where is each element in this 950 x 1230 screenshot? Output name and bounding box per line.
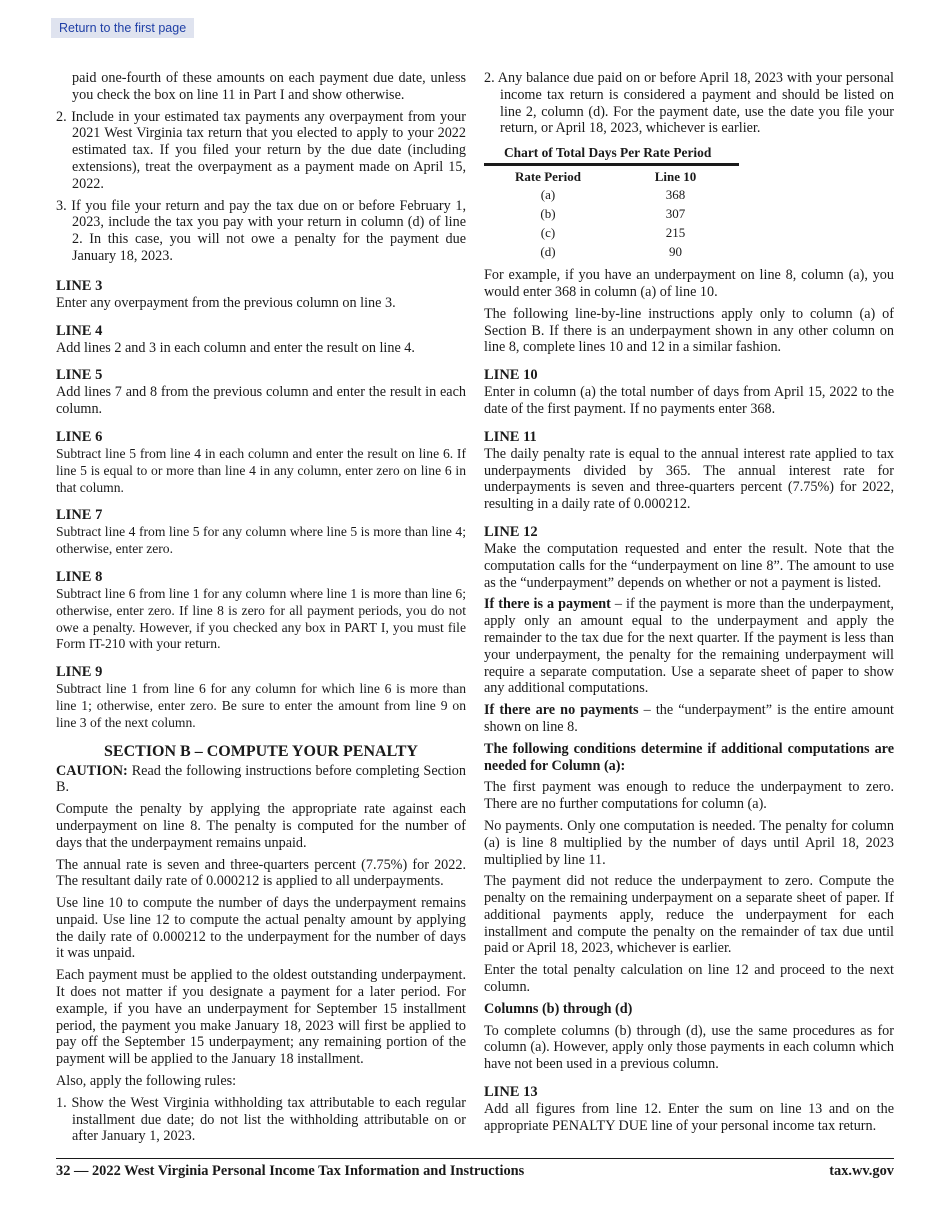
- table-row: [484, 204, 739, 223]
- return-to-first-page-button[interactable]: Return to the first page: [51, 18, 194, 38]
- days-cell: 368: [665, 187, 686, 203]
- days-cell: 215: [665, 225, 686, 241]
- days-cell: 307: [665, 206, 686, 222]
- intro-continuation: paid one-fourth of these amounts on each payment due date, unless you check the box on line 11 in Part I and show otherwise.: [72, 70, 466, 103]
- caution-label: CAUTION:: [56, 762, 128, 779]
- payment-paragraph: [484, 596, 894, 697]
- table-row: [484, 185, 739, 204]
- line6-heading: LINE 6: [56, 428, 103, 445]
- line8-text: Subtract line 6 from line 1 for any column where line 1 is more than line 6; otherwise, enter zero. If line 8 is zero for all payment periods, you do not owe a penalty. However, if you checked any box in PART I, you must file Form IT-210 with your return.: [56, 585, 466, 652]
- rate-period-table: [484, 166, 739, 261]
- rule-1: 1. Show the West Virginia withholding tax attributable to each regular installment due date; do not list the withholding attributable on or after January 1, 2023.: [56, 1094, 466, 1145]
- line12-text: Make the computation requested and enter the result. Note that the computation calls for the “underpayment on line 8”. The amount to use as the “underpayment” depends on whether or not a payment is listed.: [484, 540, 894, 591]
- payment-label: If there is a payment: [484, 596, 611, 613]
- line8-heading: LINE 8: [56, 568, 103, 585]
- line9-text: Subtract line 1 from line 6 for any column for which line 6 is more than line 1; otherwise, enter zero. Be sure to enter the amount from line 9 on line 3 of the next column.: [56, 681, 466, 730]
- following-paragraph: The following line-by-line instructions apply only to column (a) of Section B. If there is an underpayment shown in any other column on line 8, complete lines 10 and 12 in a similar fashion.: [484, 305, 894, 356]
- line7-text: Subtract line 4 from line 5 for any column where line 5 is more than line 4; otherwise, enter zero.: [56, 524, 466, 557]
- page-footer: [56, 1158, 894, 1180]
- section-b-paragraph: Also, apply the following rules:: [56, 1073, 237, 1090]
- line10-heading: LINE 10: [484, 367, 538, 384]
- intro-item-2: 2. Include in your estimated tax payments any overpayment from your 2021 West Virginia tax return that you elected to apply to your 2022 estimated tax. If you filed your return by the due date (including extensions), treat the overpayment as a payment made on April 15, 2022.: [56, 108, 466, 192]
- line7-heading: LINE 7: [56, 507, 103, 524]
- section-b-paragraph: Each payment must be applied to the oldest outstanding underpayment. It does not matter if you designate a payment for a later period. For example, if you have an underpayment for September 15 installment period, the payment you make January 18, 2023 will first be applied to pay off the September 15 underpayment; any remaining portion of the payment will be applied to the January 18 installment.: [56, 967, 466, 1068]
- condition-paragraph: Enter the total penalty calculation on line 12 and proceed to the next column.: [484, 962, 894, 996]
- rule-2: 2. Any balance due paid on or before April 18, 2023 with your personal income tax return is considered a payment and should be listed on line 2, column (d). For the payment date, use the date you file your return, or April 18, 2023, whichever is earlier.: [484, 70, 894, 137]
- caution-paragraph: [56, 763, 466, 797]
- condition-paragraph: The payment did not reduce the underpayment to zero. Compute the penalty on the remaining underpayment on a separate sheet of paper. If additional payments apply, reduce the underpayment for each installment and compute the penalty on the remainder of tax due until paid or April 18, 2023, whichever is earlier.: [484, 873, 894, 957]
- rate-period-cell: (b): [540, 206, 556, 222]
- col-rate-period: Rate Period: [514, 169, 582, 185]
- table-row: [484, 242, 739, 261]
- line6-text: Subtract line 5 from line 4 in each column and enter the result on line 6. If line 5 is equal to or more than line 4 in any column, enter zero on line 6 in that column.: [56, 445, 466, 495]
- footer-page-info: 32 — 2022 West Virginia Personal Income Tax Information and Instructions: [56, 1163, 525, 1179]
- table-row: [484, 223, 739, 242]
- condition-paragraph: The first payment was enough to reduce the underpayment to zero. There are no further computations for column (a).: [484, 779, 894, 813]
- right-column: [484, 70, 894, 1140]
- section-b-paragraph: Compute the penalty by applying the appropriate rate against each underpayment on line 8. The penalty is computed for the number of days that the underpayment remains unpaid.: [56, 801, 466, 851]
- no-payment-label: If there are no payments: [484, 702, 639, 719]
- line3-text: Enter any overpayment from the previous column on line 3.: [56, 294, 396, 311]
- section-b-heading: SECTION B – COMPUTE YOUR PENALTY: [104, 742, 418, 760]
- line13-text: Add all figures from line 12. Enter the sum on line 13 and on the appropriate PENALTY DUE line of your personal income tax return.: [484, 1101, 894, 1134]
- rate-chart-title: Chart of Total Days Per Rate Period: [504, 145, 712, 161]
- rate-period-chart: [484, 145, 739, 261]
- table-header-row: [484, 166, 739, 185]
- columns-heading: Columns (b) through (d): [484, 1000, 633, 1017]
- footer-website: tax.wv.gov: [829, 1163, 894, 1179]
- no-payment-text: – the “underpayment” is the entire amount shown on line 8.: [484, 702, 894, 735]
- line5-text: Add lines 7 and 8 from the previous column and enter the result in each column.: [56, 384, 466, 418]
- col-line-10: Line 10: [654, 169, 697, 185]
- section-b-paragraph: Use line 10 to compute the number of days the underpayment remains unpaid. Use line 12 to compute the actual penalty amount by applying the daily rate of 0.000212 to the underpayment for the number of days it was unpaid.: [56, 895, 466, 962]
- line5-heading: LINE 5: [56, 367, 103, 384]
- rate-period-cell: (a): [540, 187, 556, 203]
- condition-paragraph: No payments. Only one computation is needed. The penalty for column (a) is line 8 multiplied by the number of days until April 18, 2023 multiplied by line 11.: [484, 817, 894, 868]
- days-cell: 90: [669, 244, 682, 260]
- rate-period-cell: (c): [540, 225, 556, 241]
- line4-heading: LINE 4: [56, 322, 103, 339]
- no-payment-paragraph: [484, 702, 894, 736]
- left-column: [56, 70, 466, 1150]
- section-b-paragraph: The annual rate is seven and three-quarters percent (7.75%) for 2022. The resultant daily rate of 0.000212 is applied to all underpayments.: [56, 856, 466, 890]
- line13-heading: LINE 13: [484, 1084, 538, 1101]
- line11-text: The daily penalty rate is equal to the annual interest rate applied to tax underpayments divided by 365. The annual interest rate for underpayments is seven and three-quarters percent (7.75%) for 2022, resulting in a daily rate of 0.000212.: [484, 445, 894, 513]
- line4-text: Add lines 2 and 3 in each column and enter the result on line 4.: [56, 339, 415, 356]
- caution-text: Read the following instructions before completing Section B.: [56, 762, 466, 796]
- rate-period-cell: (d): [540, 244, 556, 260]
- line9-heading: LINE 9: [56, 664, 103, 681]
- line3-heading: LINE 3: [56, 277, 103, 294]
- columns-text: To complete columns (b) through (d), use the same procedures as for column (a). However, apply only those payments in each column which have not been used in a previous column.: [484, 1022, 894, 1073]
- line11-heading: LINE 11: [484, 428, 537, 445]
- intro-item-3: 3. If you file your return and pay the tax due on or before February 1, 2023, include the tax you pay with your return in column (d) of line 2. In this case, you will not owe a penalty for the payment due January 18, 2023.: [56, 197, 466, 264]
- example-paragraph: For example, if you have an underpayment on line 8, column (a), you would enter 368 in column (a) of line 10.: [484, 267, 894, 300]
- conditions-heading: The following conditions determine if additional computations are needed for Column (a):: [484, 740, 894, 774]
- line12-heading: LINE 12: [484, 523, 538, 540]
- payment-text: – if the payment is more than the underpayment, apply only an amount equal to the underpayment and apply the remainder to the tax due for the next quarter. If the payment is less than your underpayment, the penalty for the remaining underpayment will require a separate computation. Use a separate sheet of paper to show any additional computations.: [484, 596, 894, 697]
- line10-text: Enter in column (a) the total number of days from April 15, 2022 to the date of the first payment. If no payments enter 368.: [484, 384, 894, 417]
